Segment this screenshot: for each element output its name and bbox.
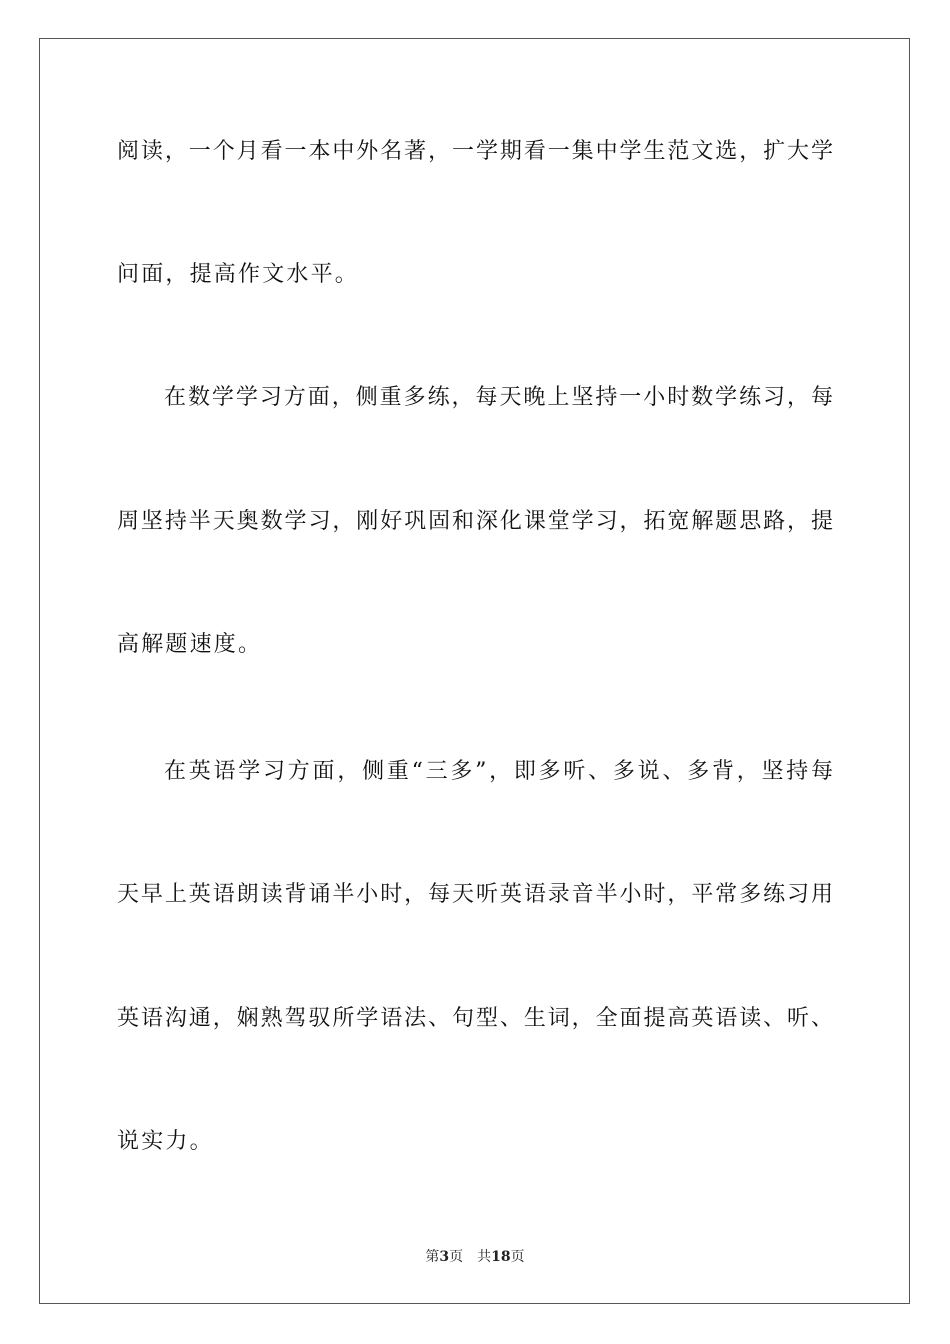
- page-frame: [39, 38, 910, 1304]
- page-current: 3: [439, 1249, 450, 1265]
- paragraph-line: 英语沟通，娴熟驾驭所学语法、句型、生词，全面提高英语读、听、: [117, 1006, 833, 1031]
- total-suffix: 页: [510, 1249, 525, 1265]
- page-suffix: 页: [449, 1249, 464, 1265]
- paragraph-line: 问面，提高作文水平。: [117, 262, 360, 287]
- paragraph-line: 周坚持半天奥数学习，刚好巩固和深化课堂学习，拓宽解题思路，提: [117, 509, 833, 534]
- page-footer: [0, 1248, 950, 1266]
- total-prefix: 共: [477, 1249, 492, 1265]
- page-prefix: 第: [425, 1249, 440, 1265]
- paragraph-line: 高解题速度。: [117, 632, 263, 657]
- page-total: 18: [491, 1249, 511, 1265]
- paragraph-line: 在英语学习方面，侧重“三多”，即多听、多说、多背，坚持每: [164, 759, 833, 784]
- paragraph-line: 阅读，一个月看一本中外名著，一学期看一集中学生范文选，扩大学: [117, 139, 833, 164]
- paragraph-line: 在数学学习方面，侧重多练，每天晚上坚持一小时数学练习，每: [164, 385, 833, 410]
- paragraph-line: 天早上英语朗读背诵半小时，每天听英语录音半小时，平常多练习用: [117, 882, 833, 907]
- paragraph-line: 说实力。: [117, 1129, 214, 1154]
